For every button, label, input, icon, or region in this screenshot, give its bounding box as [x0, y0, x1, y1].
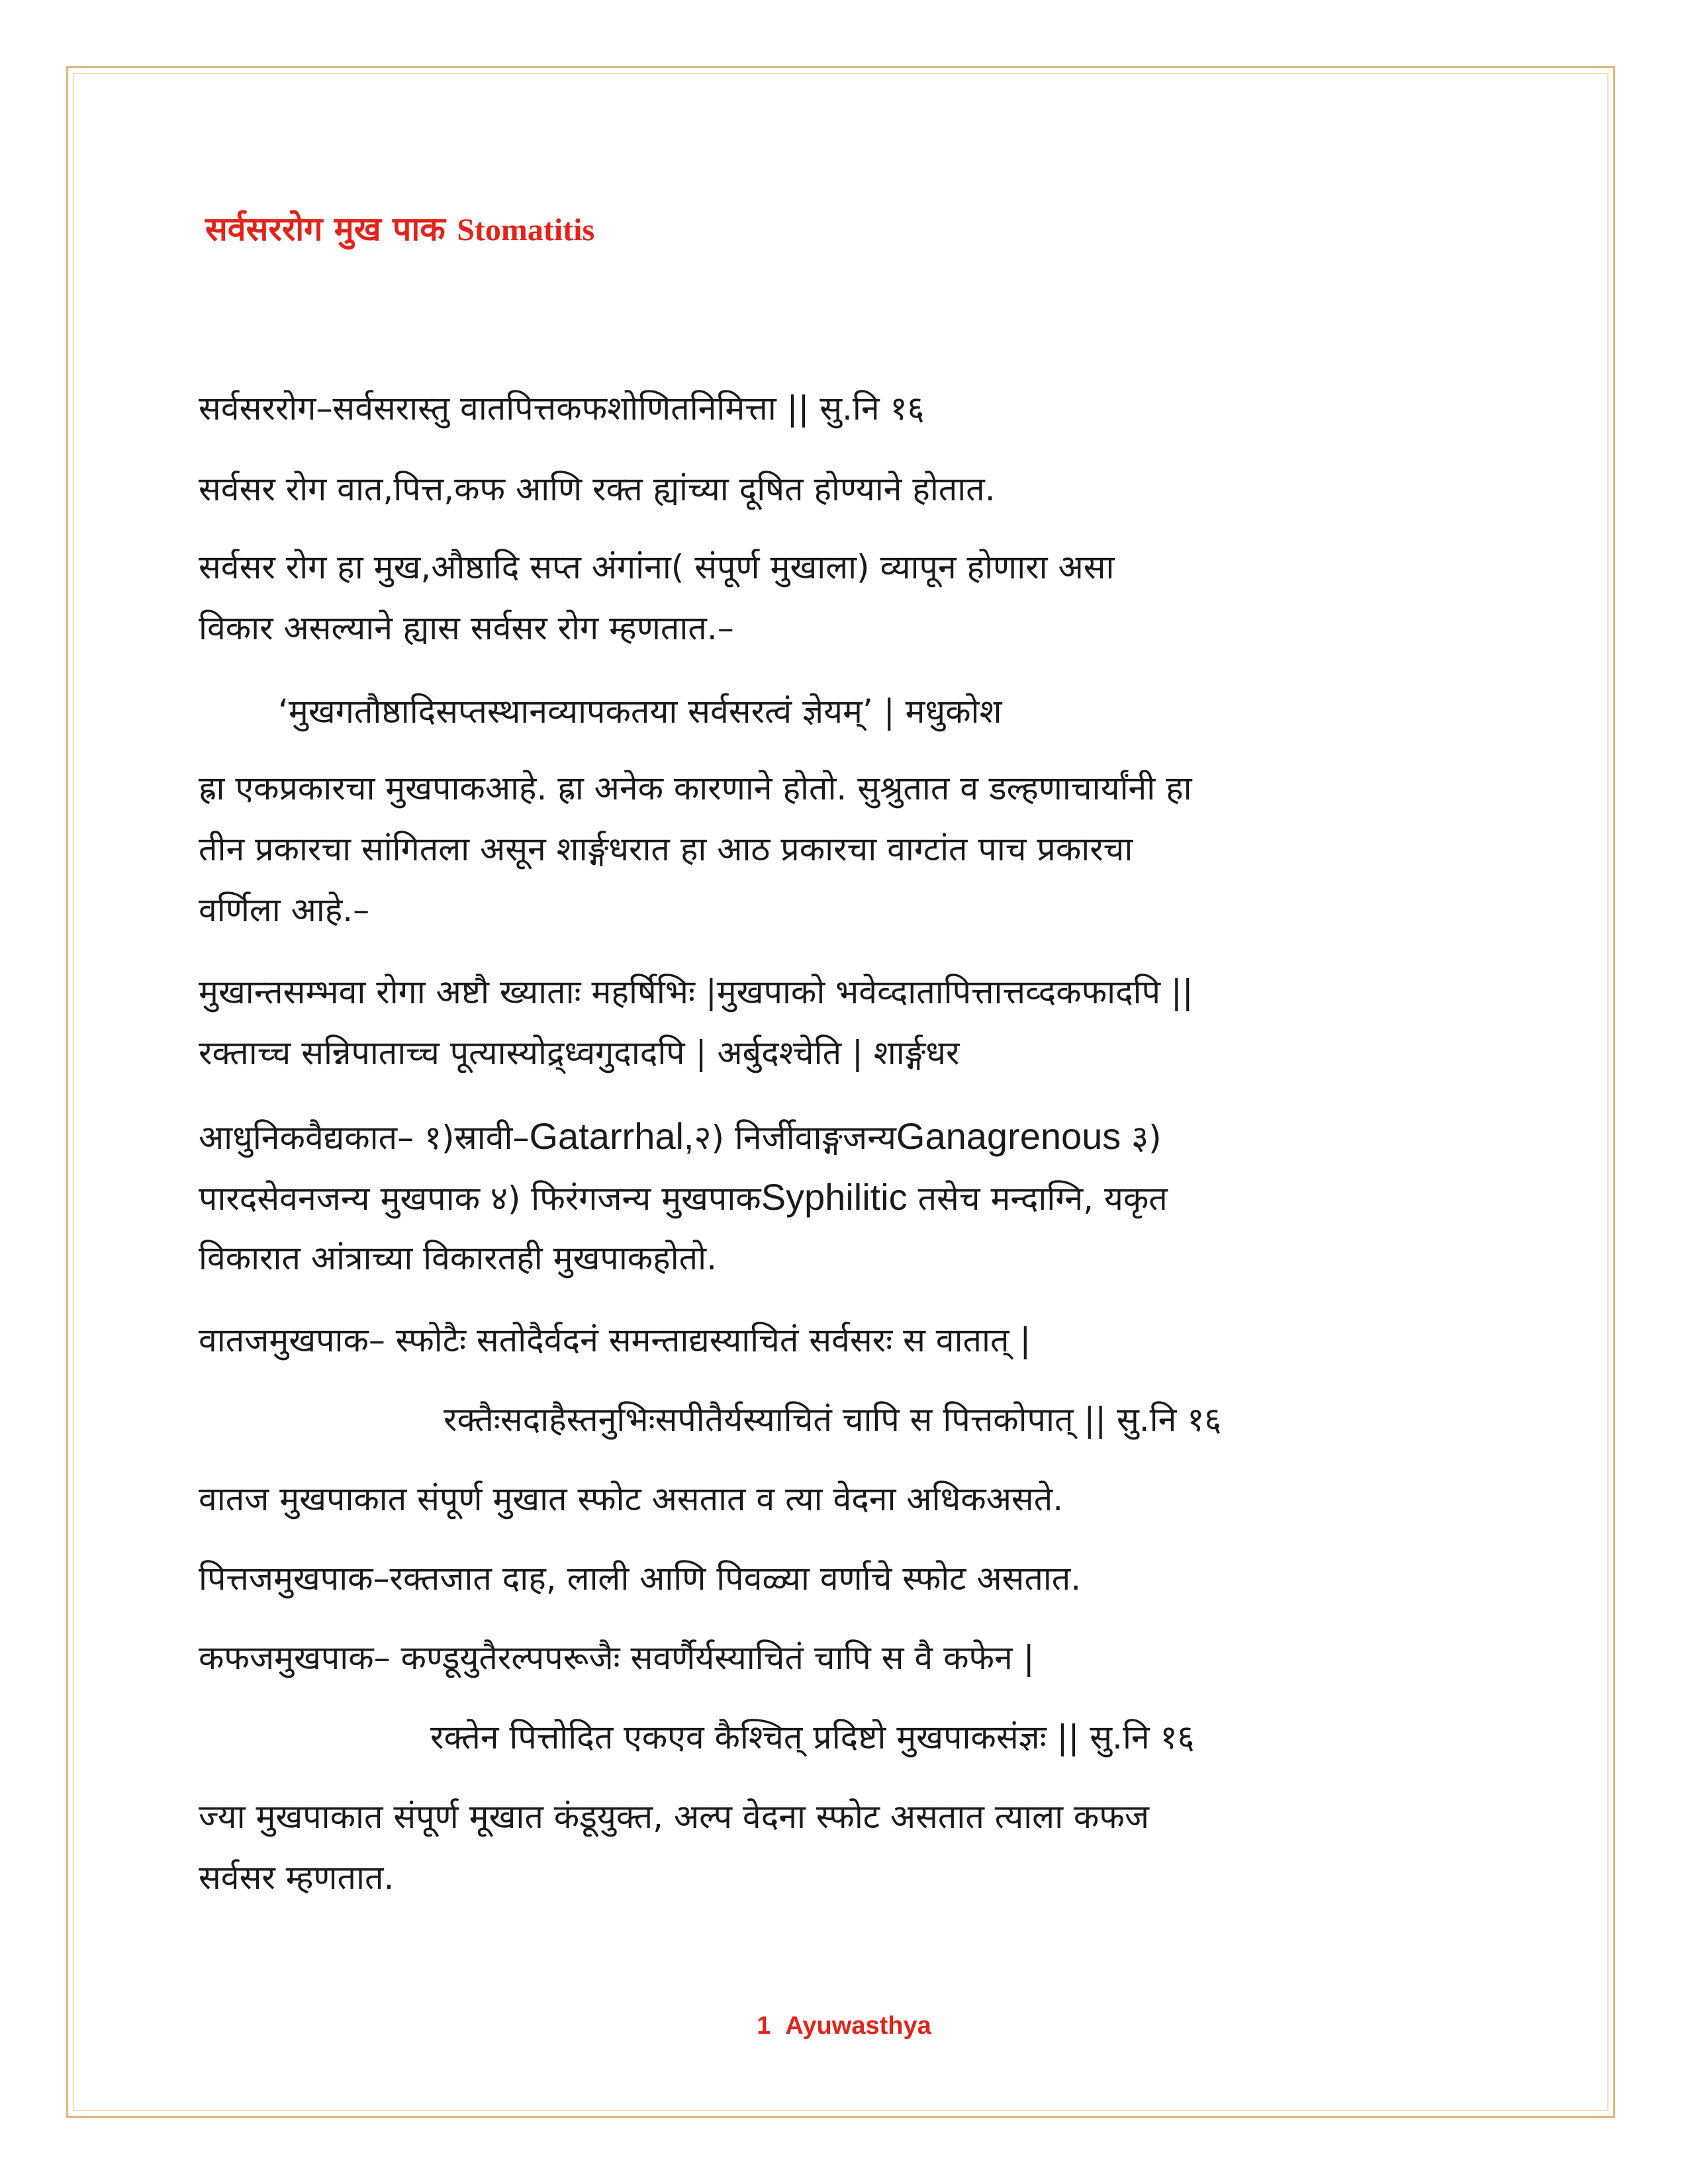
- page-number: 1: [757, 2012, 771, 2040]
- text-line: विकारात आंत्राच्या विकारतही मुखपाकहोतो.: [199, 1239, 718, 1277]
- text-line: सर्वसर रोग हा मुख,औष्ठादि सप्त अंगांना( संपूर्ण मुखाला) व्यापून होणारा असा: [199, 548, 1115, 586]
- text-line: पित्तजमुखपाक–रक्तजात दाह, लाली आणि पिवळ्या वर्णाचे स्फोट असतात.: [199, 1559, 1082, 1598]
- page-footer: [0, 2012, 1688, 2040]
- text-line: ह्रा एकप्रकारचा मुखपाकआहे. ह्रा अनेक कारणाने होतो. सुश्रुतात व डल्हणाचार्यांनी हा: [199, 769, 1192, 807]
- text-line: रक्ताच्च सन्निपाताच्च पूत्यास्योद्र्ध्वगुदादपि | अर्बुदश्चेति | शार्ङ्गधर: [199, 1034, 960, 1072]
- text-line: रक्तेन पित्तोदित एकएव कैश्चित् प्रदिष्टो मुखपाकसंज्ञः || सु.नि १६: [430, 1718, 1195, 1756]
- text-line: वातजमुखपाक– स्फोटैः सतोदैर्वदनं समन्ताद्यस्याचितं सर्वसरः स वातात् |: [199, 1321, 1031, 1359]
- text-line: रक्तैःसदाहैस्तनुभिःसपीतैर्यस्याचितं चापि स पित्तकोपात् || सु.नि १६: [444, 1400, 1222, 1439]
- text-line: विकार असल्याने ह्यास सर्वसर रोग म्हणतात.–: [199, 609, 734, 647]
- modern-medicine-line-2: पारदसेवनजन्य मुखपाक ४) फिरंगजन्य मुखपाकSyphilitic तसेच मन्दाग्नि, यकृत: [199, 1176, 1168, 1218]
- text-line: मुखान्तसम्भवा रोगा अष्टौ ख्याताः महर्षिभिः |मुखपाको भवेव्दातापित्तात्तव्दकफादपि ||: [199, 973, 1194, 1011]
- page-title: [205, 205, 594, 250]
- text-line: वातज मुखपाकात संपूर्ण मुखात स्फोट असतात व त्या वेदना अधिकअसते.: [199, 1480, 1064, 1518]
- footer-label: Ayuwasthya: [785, 2012, 931, 2040]
- title-devanagari: सर्वसररोग मुख पाक: [205, 210, 445, 248]
- text-line: सर्वसररोग–सर्वसरास्तु वातपित्तकफशोणितनिमित्ता |‌| सु.नि १६: [199, 389, 925, 428]
- text-line: सर्वसर म्हणतात.: [199, 1858, 395, 1897]
- text-line: वर्णिला आहे.–: [199, 891, 370, 929]
- modern-medicine-line: आधुनिकवैद्यकात– १)स्रावी–Gatarrhal,२) निर्जीवाङ्गजन्यGanagrenous ३): [199, 1115, 1162, 1157]
- text-line: ‘मुखगतौष्ठादिसप्तस्थानव्यापकतया सर्वसरत्वं ज्ञेयम्’ | मधुकोश: [278, 692, 1002, 731]
- title-english: Stomatitis: [457, 212, 595, 248]
- text-line: तीन प्रकारचा सांगितला असून शार्ङ्गधरात हा आठ प्रकारचा वाग्टांत पाच प्रकारचा: [199, 830, 1133, 868]
- text-line: ज्या मुखपाकात संपूर्ण मूखात कंडूयुक्त, अल्प वेदना स्फोट असतात त्याला कफज: [199, 1797, 1149, 1836]
- text-line: कफजमुखपाक– कण्डूयुतैरल्पपरूजैः सवर्णैर्यस्याचितं चापि स वै कफेन |: [199, 1639, 1035, 1677]
- text-line: सर्वसर रोग वात,पित्त,कफ आणि रक्त ह्यांच्या दूषित होण्याने होतात.: [199, 470, 996, 508]
